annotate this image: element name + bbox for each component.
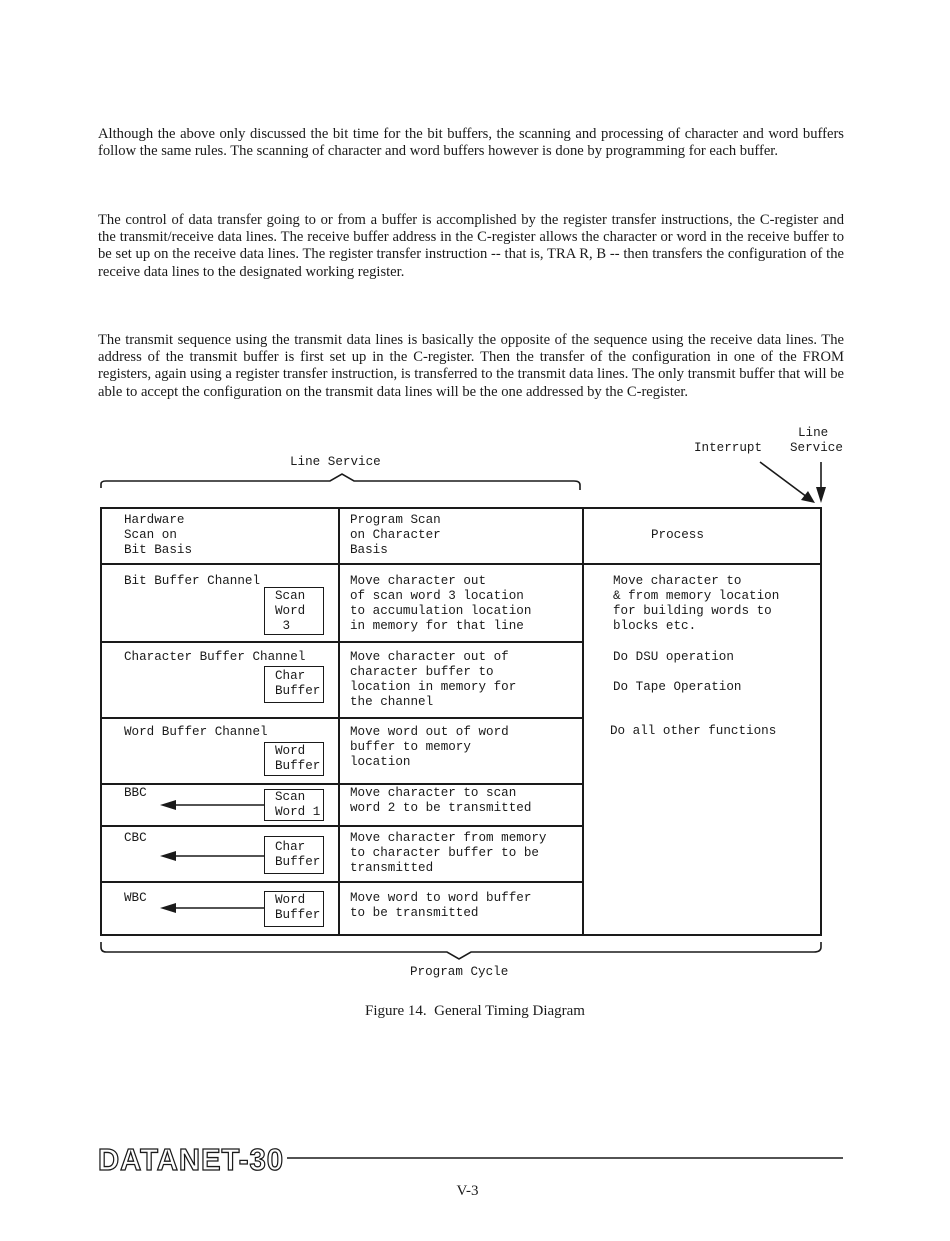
row-program-text: Move character from memory to character buffer to be transmitted — [350, 831, 547, 875]
figure-caption: Figure 14. General Timing Diagram — [365, 1003, 585, 1019]
row-process-text: Do all other functions — [610, 724, 777, 738]
row-channel-label: WBC — [124, 891, 147, 905]
paragraph-1: Although the above only discussed the bit time for the bit buffers, the scanning and processing of character and word buffers follow the same rules. The scanning of character and word buffers however is done by programming for each buffer. — [98, 126, 844, 160]
row-process-text: Do DSU operation Do Tape Operation — [613, 650, 742, 694]
row-channel-label: BBC — [124, 786, 147, 800]
line-service-right-label-2: Service — [790, 441, 843, 455]
row-program-text: Move character to scan word 2 to be transmitted — [350, 786, 532, 815]
buffer-box: Word Buffer — [264, 742, 324, 776]
buffer-box: Word Buffer — [264, 891, 324, 927]
row-program-text: Move character out of scan word 3 location to accumulation location in memory for that line — [350, 574, 532, 633]
row-channel-label: CBC — [124, 831, 147, 845]
interrupt-label: Interrupt — [694, 441, 763, 455]
buffer-box: Scan Word 3 — [264, 587, 324, 635]
header-process: Process — [651, 528, 704, 542]
row-program-text: Move character out of character buffer to location in memory for the channel — [350, 650, 517, 709]
row-channel-label: Character Buffer Channel — [124, 650, 306, 664]
row-program-text: Move word to word buffer to be transmitted — [350, 891, 532, 920]
row-channel-label: Bit Buffer Channel — [124, 574, 261, 588]
row-program-text: Move word out of word buffer to memory location — [350, 725, 509, 769]
row-channel-label: Word Buffer Channel — [124, 725, 268, 739]
line-service-right-label-1: Line — [798, 426, 829, 440]
line-service-label: Line Service — [290, 455, 381, 469]
header-program: Program Scan on Character Basis — [350, 513, 441, 557]
paragraph-2: The control of data transfer going to or from a buffer is accomplished by the register transfer instructions, the C-register and the transmit/receive data lines. The receive buffer address in the C-register allows the character or word in the receive buffer to be set up on the receive data lines. The register transfer instruction -- that is, TRA R, B -- then transfers the configuration of the receive data lines to the designated working register. — [98, 212, 844, 280]
row-process-text: Move character to & from memory location for building words to blocks etc. — [613, 574, 780, 633]
buffer-box: Scan Word 1 — [264, 789, 324, 821]
buffer-box: Char Buffer — [264, 666, 324, 703]
paragraph-3: The transmit sequence using the transmit data lines is basically the opposite of the sequence using the receive data lines. The address of the transmit buffer is first set up in the C-register. Then the transfer of the configuration in one of the FROM registers, again using a register transfer instruction, is transferred to the transmit data lines. The only transmit buffer that will be able to accept the configuration on the transmit data lines will be the one addressed by the C-register. — [98, 332, 844, 400]
header-hardware: Hardware Scan on Bit Basis — [124, 513, 193, 557]
page-number: V-3 — [456, 1183, 479, 1199]
logo-text: DATANET-30 — [98, 1142, 284, 1177]
program-cycle-label: Program Cycle — [410, 965, 509, 979]
buffer-box: Char Buffer — [264, 836, 324, 874]
